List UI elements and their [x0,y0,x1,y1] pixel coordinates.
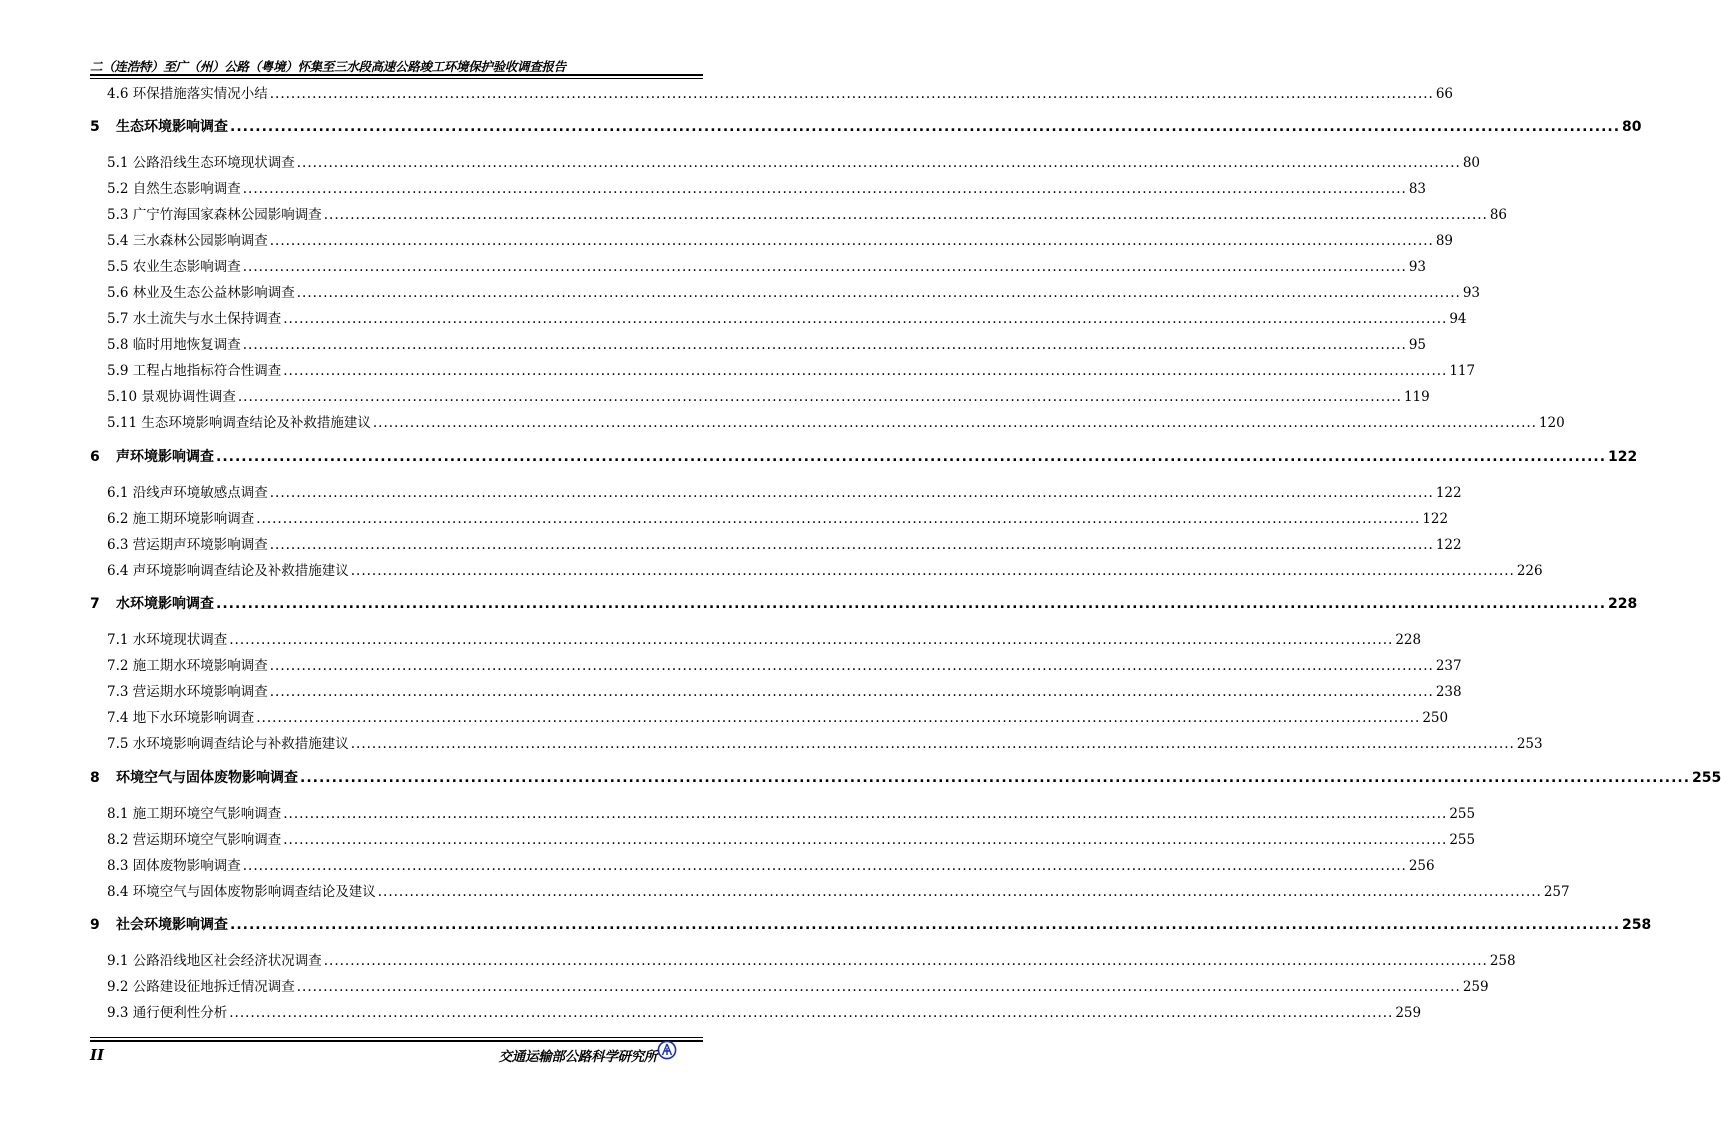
toc-page-number: 93 [1462,285,1481,301]
toc-leader-dots: ............................................................................................................................................................................................................................ [323,953,1488,969]
toc-leader-dots: ............................................................................................................................................................................................................................ [216,449,1607,465]
toc-entry[interactable] [107,203,1508,223]
toc-entry-label: 5.9 工程占地指标符合性调查 [107,363,282,379]
toc-page-number: 255 [1449,832,1476,848]
toc-leader-dots: ............................................................................................................................................................................................................................ [269,233,1434,249]
toc-leader-dots: ............................................................................................................................................................................................................................ [269,485,1434,501]
toc-entry-label: 7.1 水环境现状调查 [107,632,228,648]
toc-chapter-title: 声环境影响调查 [116,449,214,465]
toc-leader-dots: ............................................................................................................................................................................................................................ [296,285,1461,301]
toc-leader-dots: ............................................................................................................................................................................................................................ [296,979,1461,995]
toc-entry-label: 8.2 营运期环境空气影响调查 [107,832,282,848]
toc-page-number: 94 [1449,311,1467,327]
toc-entry[interactable] [107,177,1427,197]
toc-entry[interactable] [107,628,1422,648]
toc-leader-dots: ............................................................................................................................................................................................................................ [256,710,1421,726]
toc-entry[interactable] [107,281,1481,301]
toc-leader-dots: ............................................................................................................................................................................................................................ [242,337,1407,353]
toc-entry-label [90,767,298,787]
toc-entry[interactable] [107,411,1565,431]
toc-chapter-title: 环境空气与固体废物影响调查 [116,770,298,786]
toc-entry[interactable] [107,481,1462,501]
toc-leader-dots: ............................................................................................................................................................................................................................ [269,684,1434,700]
toc-entry[interactable] [107,828,1476,848]
toc-entry-label: 8.1 施工期环境空气影响调查 [107,806,282,822]
toc-entry-label: 5.10 景观协调性调查 [107,389,236,405]
toc-leader-dots: ............................................................................................................................................................................................................................ [283,311,1448,327]
toc-page-number: 226 [1516,563,1543,579]
toc-entry-label: 5.8 临时用地恢复调查 [107,337,241,353]
toc-leader-dots: ............................................................................................................................................................................................................................ [283,832,1448,848]
toc-leader-dots: ............................................................................................................................................................................................................................ [269,537,1434,553]
toc-page-number: 95 [1408,337,1427,353]
toc-entry-label [90,446,214,466]
toc-page-number: 86 [1489,207,1508,223]
toc-entry-label: 5.2 自然生态影响调查 [107,181,241,197]
toc-entry-label: 6.4 声环境影响调查结论及补救措施建议 [107,563,349,579]
toc-leader-dots: ............................................................................................................................................................................................................................ [350,736,1515,752]
toc-page-number: 258 [1622,917,1652,933]
toc-page-number: 259 [1462,979,1489,995]
toc-page-number: 122 [1435,485,1462,501]
toc-entry-label: 5.6 林业及生态公益林影响调查 [107,285,295,301]
toc-leader-dots: ............................................................................................................................................................................................................................ [377,884,1542,900]
toc-chapter[interactable] [90,767,1721,787]
toc-entry[interactable] [107,880,1570,900]
toc-page-number: 237 [1435,658,1462,674]
report-title: 二（连浩特）至广（州）公路（粤境）怀集至三水段高速公路竣工环境保护验收调查报告 [90,59,566,74]
toc-entry[interactable] [107,255,1427,275]
toc-entry-label: 5.7 水土流失与水土保持调查 [107,311,282,327]
toc-page-number: 122 [1608,449,1638,465]
toc-page-number: 117 [1449,363,1476,379]
toc-entry-label: 6.3 营运期声环境影响调查 [107,537,268,553]
toc-chapter[interactable] [90,914,1652,934]
toc-entry[interactable] [107,229,1454,249]
toc-page-number: 259 [1395,1005,1422,1021]
toc-page-number: 228 [1395,632,1422,648]
toc-page-number: 66 [1435,86,1454,102]
toc-chapter-title: 生态环境影响调查 [116,119,228,135]
toc-leader-dots: ............................................................................................................................................................................................................................ [300,770,1691,786]
toc-page-number: 257 [1543,884,1570,900]
toc-entry-label: 7.2 施工期水环境影响调查 [107,658,268,674]
toc-chapter[interactable] [90,593,1638,613]
toc-entry-label: 7.4 地下水环境影响调查 [107,710,255,726]
toc-leader-dots: ............................................................................................................................................................................................................................ [229,632,1394,648]
toc-entry[interactable] [107,975,1489,995]
toc-leader-dots: ............................................................................................................................................................................................................................ [229,1005,1394,1021]
toc-page-number: 122 [1422,511,1449,527]
toc-leader-dots: ............................................................................................................................................................................................................................ [372,415,1537,431]
toc-page-number: 83 [1408,181,1427,197]
toc-entry-label: 6.2 施工期环境影响调查 [107,511,255,527]
toc-leader-dots: ............................................................................................................................................................................................................................ [242,259,1407,275]
toc-chapter-title: 水环境影响调查 [116,596,214,612]
institute-name: 交通运输部公路科学研究所 [498,1049,657,1065]
toc-leader-dots: ............................................................................................................................................................................................................................ [242,181,1407,197]
toc-leader-dots: ............................................................................................................................................................................................................................ [242,858,1407,874]
toc-entry-label: 5.11 生态环境影响调查结论及补救措施建议 [107,415,371,431]
toc-leader-dots: ............................................................................................................................................................................................................................ [256,511,1421,527]
toc-leader-dots: ............................................................................................................................................................................................................................ [283,806,1448,822]
toc-entry-label: 5.5 农业生态影响调查 [107,259,241,275]
footer-rule-thick [90,1040,703,1042]
toc-entry[interactable] [107,151,1481,171]
toc-chapter-number: 7 [90,596,100,612]
institute-logo-icon [657,1040,677,1060]
toc-page-number: 238 [1435,684,1462,700]
toc-entry[interactable] [107,706,1449,726]
toc-entry-label: 5.4 三水森林公园影响调查 [107,233,268,249]
toc-entry-label: 7.3 营运期水环境影响调查 [107,684,268,700]
footer-rule-thin [90,1037,703,1038]
toc-leader-dots: ............................................................................................................................................................................................................................ [296,155,1461,171]
page-number: II [90,1046,105,1064]
toc-entry[interactable] [107,385,1430,405]
toc-leader-dots: ............................................................................................................................................................................................................................ [237,389,1402,405]
toc-page-number: 258 [1489,953,1516,969]
toc-entry-label: 6.1 沿线声环境敏感点调查 [107,485,268,501]
toc-leader-dots: ............................................................................................................................................................................................................................ [269,658,1434,674]
toc-entry-label [90,593,214,613]
toc-entry-label: 9.1 公路沿线地区社会经济状况调查 [107,953,322,969]
toc-entry[interactable] [107,82,1454,102]
toc-entry[interactable] [107,654,1462,674]
toc-entry-label [90,914,228,934]
toc-entry-label: 5.1 公路沿线生态环境现状调查 [107,155,295,171]
toc-chapter[interactable] [90,446,1638,466]
toc-entry-label: 8.3 固体废物影响调查 [107,858,241,874]
toc-page-number: 122 [1435,537,1462,553]
toc-page-number: 120 [1538,415,1565,431]
toc-leader-dots: ............................................................................................................................................................................................................................ [269,86,1434,102]
toc-entry-label [90,116,228,136]
toc-entry[interactable] [107,533,1462,553]
toc-entry-label: 8.4 环境空气与固体废物影响调查结论及建议 [107,884,376,900]
toc-page-number: 228 [1608,596,1638,612]
toc-page-number: 80 [1462,155,1481,171]
toc-leader-dots: ............................................................................................................................................................................................................................ [230,119,1621,135]
toc-entry-label: 7.5 水环境影响调查结论与补救措施建议 [107,736,349,752]
toc-entry[interactable] [107,559,1543,579]
toc-page-number: 253 [1516,736,1543,752]
toc-entry-label: 9.3 通行便利性分析 [107,1005,228,1021]
toc-chapter-title: 社会环境影响调查 [116,917,228,933]
toc-page-number: 93 [1408,259,1427,275]
toc-entry-label: 4.6 环保措施落实情况小结 [107,86,268,102]
toc-entry[interactable] [107,307,1467,327]
toc-chapter-number: 5 [90,119,100,135]
toc-page-number: 255 [1449,806,1476,822]
toc-leader-dots: ............................................................................................................................................................................................................................ [350,563,1515,579]
toc-entry-label: 5.3 广宁竹海国家森林公园影响调查 [107,207,322,223]
toc-chapter[interactable] [90,116,1642,136]
toc-entry[interactable] [107,359,1476,379]
toc-page-number: 250 [1422,710,1449,726]
toc-entry[interactable] [107,507,1449,527]
toc-page-number: 256 [1408,858,1435,874]
toc-chapter-number: 8 [90,770,100,786]
toc-entry[interactable] [107,732,1543,752]
toc-entry-label: 9.2 公路建设征地拆迁情况调查 [107,979,295,995]
toc-chapter-number: 9 [90,917,100,933]
toc-chapter-number: 6 [90,449,100,465]
toc-entry[interactable] [107,333,1427,353]
toc-entry[interactable] [107,802,1476,822]
toc-entry[interactable] [107,680,1462,700]
toc-entry[interactable] [107,854,1435,874]
toc-leader-dots: ............................................................................................................................................................................................................................ [323,207,1488,223]
toc-leader-dots: ............................................................................................................................................................................................................................ [283,363,1448,379]
toc-leader-dots: ............................................................................................................................................................................................................................ [216,596,1607,612]
toc-leader-dots: ............................................................................................................................................................................................................................ [230,917,1621,933]
toc-page-number: 80 [1622,119,1642,135]
toc-entry[interactable] [107,949,1516,969]
toc-entry[interactable] [107,1001,1422,1021]
toc-page-number: 255 [1692,770,1721,786]
toc-page-number: 119 [1403,389,1430,405]
toc-page-number: 89 [1435,233,1454,249]
